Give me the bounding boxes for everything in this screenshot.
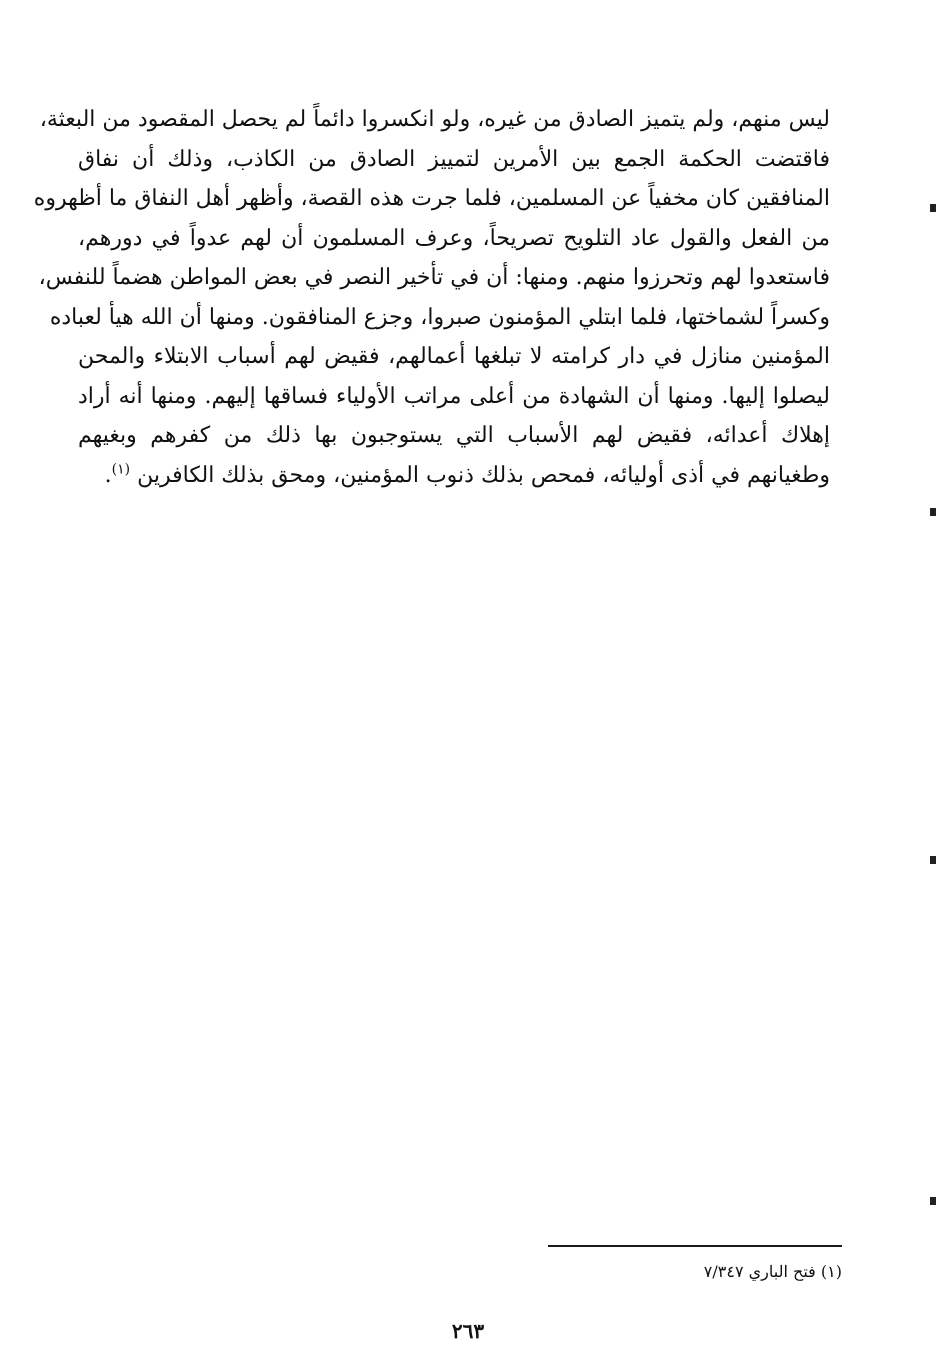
text-line-6: وكسراً لشماختها، فلما ابتلي المؤمنون صبروا، وجزع المنافقون. ومنها أن الله هيأ لعباده — [49, 304, 830, 330]
end-mark: . — [104, 462, 112, 488]
text-line-1: ليس منهم، ولم يتميز الصادق من غيره، ولو انكسروا دائماً لم يحصل المقصود من البعثة، — [39, 107, 830, 132]
margin-mark — [930, 856, 936, 864]
text-line-3: المنافقين كان مخفياً عن المسلمين، فلما جرت هذه القصة، وأظهر أهل النفاق ما أظهروه — [33, 186, 830, 211]
footnote-marker: (١) — [820, 1262, 842, 1281]
text-line-2: فاقتضت الحكمة الجمع بين الأمرين لتمييز الصادق من الكاذب، وذلك أن نفاق — [78, 146, 830, 172]
page-number: ٢٦٣ — [451, 1319, 485, 1343]
text-line-8: ليصلوا إليها. ومنها أن الشهادة من أعلى مراتب الأولياء فساقها إليهم. ومنها أنه أراد — [78, 383, 830, 409]
text-line-10 — [78, 456, 830, 496]
footnote — [704, 1260, 842, 1284]
footnote-reference: (١) — [111, 461, 131, 478]
main-text-block — [33, 100, 830, 495]
margin-mark — [930, 204, 936, 212]
text-line-5: فاستعدوا لهم وتحرزوا منهم. ومنها: أن في تأخير النصر في بعض المواطن هضماً للنفس، — [38, 265, 830, 290]
text-line-4: من الفعل والقول عاد التلويح تصريحاً، وعرف المسلمون أن لهم عدواً في دورهم، — [78, 225, 830, 251]
margin-mark — [930, 508, 936, 516]
footnote-separator-rule — [548, 1245, 842, 1247]
footnote-text: فتح الباري ٧/٣٤٧ — [703, 1262, 816, 1281]
text-line-9: إهلاك أعدائه، فقيض لهم الأسباب التي يستوجبون بها ذلك من كفرهم وبغيهم — [78, 423, 830, 448]
text-line-7: المؤمنين منازل في دار كرامته لا تبلغها أعمالهم، فقيض لهم أسباب الابتلاء والمحن — [78, 344, 830, 369]
margin-mark — [930, 1197, 936, 1205]
text-line-10-content: وطغيانهم في أذى أوليائه، فمحص بذلك ذنوب المؤمنين، ومحق بذلك الكافرين — [137, 462, 830, 488]
